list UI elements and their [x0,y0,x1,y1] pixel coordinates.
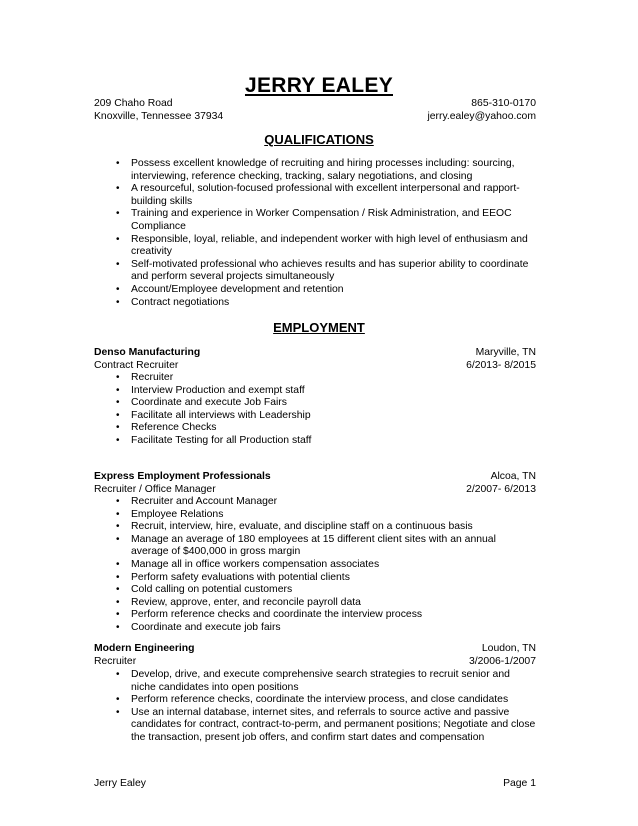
bullet-item: • Interview Production and exempt staff [94,385,536,398]
bullet-item: • Manage an average of 180 employees at 15 different client sites with an annual average of $400,000 in gross margin [94,534,536,559]
page-number: Page 1 [503,778,536,789]
job-duties-list [94,496,536,635]
bullet-item: • Employee Relations [94,509,536,522]
company-name: Modern Engineering [94,643,195,654]
bullet-item: • Facilitate all interviews with Leadership [94,410,536,423]
bullet-item: • Cold calling on potential customers [94,584,536,597]
footer-name: Jerry Ealey [94,778,146,789]
employment-heading: EMPLOYMENT [273,320,365,335]
bullet-item: • Account/Employee development and retention [94,284,536,297]
job-title: Recruiter / Office Manager [94,484,216,495]
bullet-item: • Coordinate and execute job fairs [94,622,536,635]
job-duties-list [94,669,536,745]
bullet-item: • Recruit, interview, hire, evaluate, and discipline staff on a continuous basis [94,521,536,534]
job-location: Maryville, TN [475,347,536,358]
bullet-item: • Responsible, loyal, reliable, and independent worker with high level of enthusiasm and creativity [94,234,536,259]
job-location: Alcoa, TN [490,471,536,482]
bullet-item: • Self-motivated professional who achieves results and has superior ability to coordinate and perform several projects simultaneously [94,259,536,284]
bullet-item: • Review, approve, enter, and reconcile payroll data [94,597,536,610]
company-name: Express Employment Professionals [94,471,271,482]
job-dates: 3/2006-1/2007 [468,656,536,667]
bullet-item: • Use an internal database, internet sites, and referrals to source active and passive candidates for contract, contract-to-perm, and permanent positions; Negotiate and close the transaction, present job offers, and confirm start dates and compensation [94,707,536,745]
job-title: Contract Recruiter [94,360,179,371]
job-dates: 2/2007- 6/2013 [466,484,536,495]
bullet-item: • Reference Checks [94,422,536,435]
resume-name: JERRY EALEY [244,74,393,97]
qualifications-list [94,158,536,309]
job-duties-list [94,372,536,448]
bullet-item: • Recruiter [94,372,536,385]
bullet-item: • Perform reference checks and coordinate the interview process [94,609,536,622]
email-address: jerry.ealey@yahoo.com [427,111,536,122]
job-dates: 6/2013- 8/2015 [466,360,536,371]
job-location: Loudon, TN [481,643,536,654]
bullet-item: • A resourceful, solution-focused professional with excellent interpersonal and rapport-building skills [94,183,536,208]
city-state-zip: Knoxville, Tennessee 37934 [94,111,224,122]
bullet-item: • Recruiter and Account Manager [94,496,536,509]
bullet-item: • Facilitate Testing for all Production staff [94,435,536,448]
bullet-item: • Training and experience in Worker Compensation / Risk Administration, and EEOC Compliance [94,208,536,233]
qualifications-heading: QUALIFICATIONS [264,132,374,147]
bullet-item: • Develop, drive, and execute comprehensive search strategies to recruit senior and niche candidates into open positions [94,669,536,694]
company-name: Denso Manufacturing [94,347,201,358]
bullet-item: • Perform safety evaluations with potential clients [94,572,536,585]
phone-number: 865-310-0170 [471,98,536,109]
street-address: 209 Chaho Road [94,98,173,109]
job-title: Recruiter [94,656,137,667]
bullet-item: • Perform reference checks, coordinate the interview process, and close candidates [94,694,536,707]
bullet-item: • Contract negotiations [94,297,536,310]
bullet-item: • Possess excellent knowledge of recruiting and hiring processes including: sourcing, interviewing, reference checking, tracking, salary negotiations, and closing [94,158,536,183]
bullet-item: • Manage all in office workers compensation associates [94,559,536,572]
bullet-item: • Coordinate and execute Job Fairs [94,397,536,410]
